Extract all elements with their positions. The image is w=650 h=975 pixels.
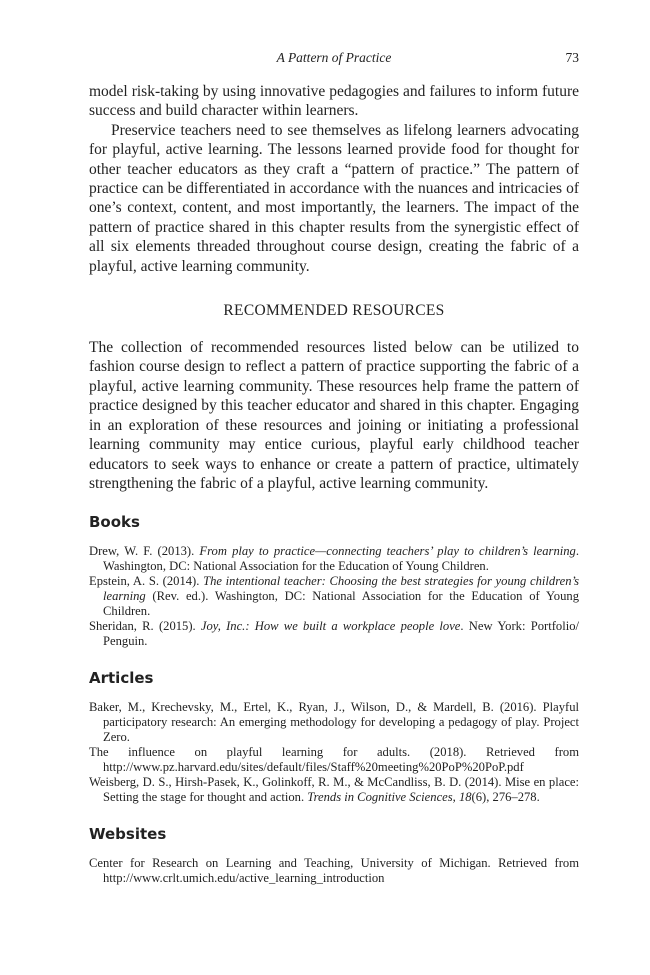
reference-entry: The influence on playful learning for adults. (2018). Retrieved from http://www.pz.harvard.edu/sites/default/files/Staff%20meeting%20PoP%20PoP.pdf (89, 745, 579, 775)
page-number: 73 (565, 50, 579, 65)
section-heading: RECOMMENDED RESOURCES (223, 302, 445, 320)
books-heading: Books (89, 513, 140, 532)
body-paragraph: model risk-taking by using innovative pedagogies and failures to inform future success and build character within learners. (89, 83, 579, 120)
articles-heading: Articles (89, 669, 154, 688)
reference-entry: Epstein, A. S. (2014). The intentional teacher: Choosing the best strategies for young children’s learning (Rev. ed.). Washington, DC: National Association for the Education of Young Children. (89, 574, 579, 619)
reference-entry: Drew, W. F. (2013). From play to practice—connecting teachers’ play to children’s learning. Washington, DC: National Association for the Education of Young Children. (89, 544, 580, 574)
reference-entry: Sheridan, R. (2015). Joy, Inc.: How we built a workplace people love. New York: Portfolio/ Penguin. (89, 619, 579, 649)
reference-entry: Weisberg, D. S., Hirsh-Pasek, K., Golinkoff, R. M., & McCandliss, B. D. (2014). Mise en place: Setting the stage for thought and action. Trends in Cognitive Sciences, 18(6), 276–278. (89, 775, 579, 805)
websites-heading: Websites (89, 825, 167, 844)
running-head (89, 50, 579, 72)
section-intro-paragraph: The collection of recommended resources listed below can be utilized to fashion course design to reflect a pattern of practice supporting the fabric of a playful, active learning community. These resources help frame the pattern of practice designed by this teacher educator and shared in this chapter. Engaging in an exploration of these resources and joining or initiating a professional learning community may entice curious, playful early childhood teacher educators to seek ways to enhance or create a pattern of practice, ultimately strengthening the fabric of a playful, active learning community. (89, 339, 579, 492)
reference-entry: Baker, M., Krechevsky, M., Ertel, K., Ryan, J., Wilson, D., & Mardell, B. (2016). Playful participatory research: An emerging methodology for developing a pedagogy of play. Project Zero. (89, 700, 579, 745)
running-head-title: A Pattern of Practice (276, 50, 392, 65)
reference-entry: Center for Research on Learning and Teaching, University of Michigan. Retrieved from http://www.crlt.umich.edu/active_learning_introduction (89, 856, 579, 886)
body-paragraph: Preservice teachers need to see themselves as lifelong learners advocating for playful, active learning. The lessons learned provide food for thought for other teacher educators as they craft a “pattern of practice.” The pattern of practice can be differentiated in accordance with the nuances and intricacies of one’s context, content, and most importantly, the learners. The impact of the pattern of practice shared in this chapter results from the synergistic effect of all six elements threaded throughout course design, creating the fabric of a playful, active learning community. (89, 121, 579, 275)
book-page (89, 50, 579, 886)
